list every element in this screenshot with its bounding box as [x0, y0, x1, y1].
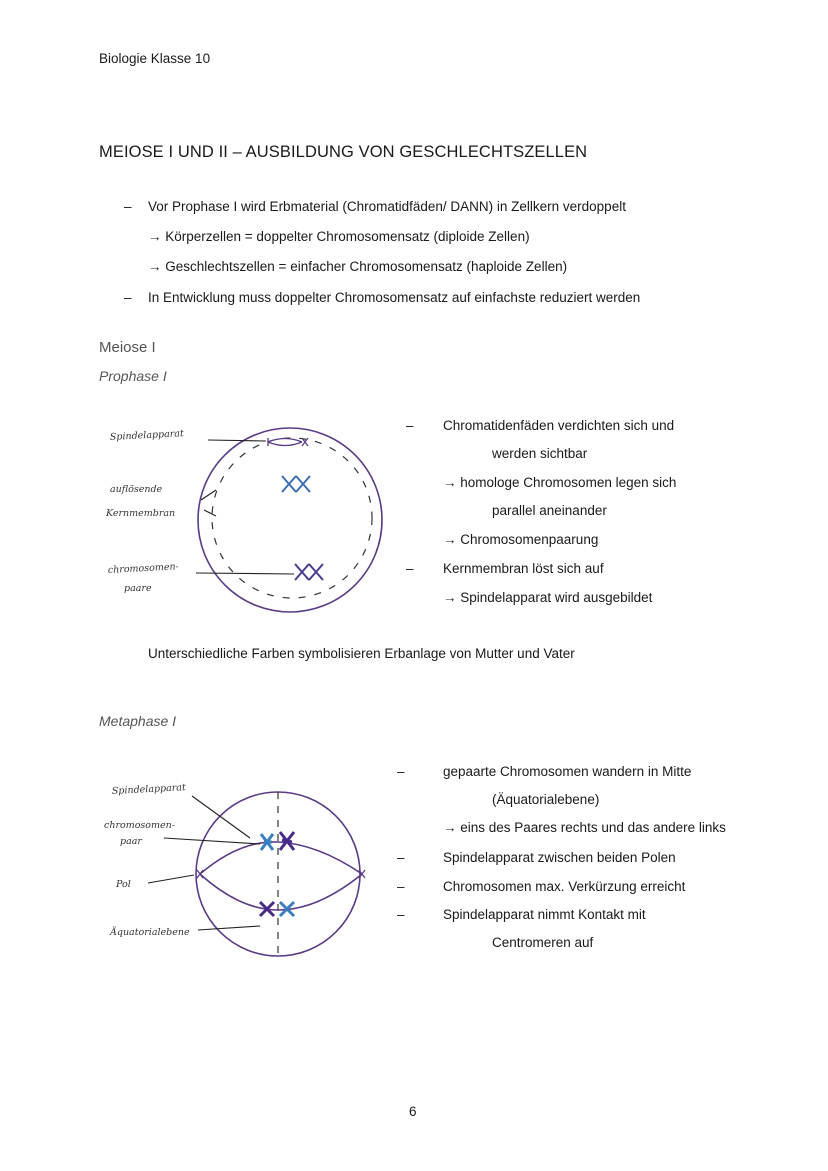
- metaphase-diagram: [100, 770, 390, 960]
- metaphase-note: Chromosomen max. Verkürzung erreicht: [443, 879, 686, 894]
- document-header: Biologie Klasse 10: [99, 51, 211, 66]
- intro-bullet-2: In Entwicklung muss doppelter Chromosomensatz auf einfachste reduziert werden: [148, 290, 641, 305]
- cell-membrane: [198, 428, 382, 612]
- bullet-dash: –: [397, 879, 405, 894]
- label-spindelapparat: Spindelapparat: [109, 428, 185, 443]
- label-chromosomen: chromosomen-: [104, 820, 175, 831]
- prophase-note: → homologe Chromosomen legen sich: [443, 475, 677, 490]
- label-pol: Pol: [116, 879, 131, 890]
- intro-arrow-2: → Geschlechtszellen = einfacher Chromosomensatz (haploide Zellen): [148, 259, 568, 274]
- label-spindelapparat: Spindelapparat: [111, 782, 187, 797]
- bullet-dash: –: [124, 290, 132, 305]
- page-number: 6: [409, 1104, 417, 1119]
- bullet-dash: –: [397, 850, 405, 865]
- prophase-note: Kernmembran löst sich auf: [443, 561, 604, 576]
- label-aequatorialebene: Äquatorialebene: [110, 927, 190, 938]
- prophase-note: werden sichtbar: [492, 446, 588, 461]
- intro-arrow-1: → Körperzellen = doppelter Chromosomensatz (diploide Zellen): [148, 229, 530, 244]
- chromosome-pair-lower-icon: [260, 902, 294, 916]
- leader-line: [208, 440, 266, 441]
- leader-line: [198, 926, 260, 930]
- bullet-dash: –: [397, 907, 405, 922]
- prophase-note: → Spindelapparat wird ausgebildet: [443, 590, 653, 605]
- metaphase-note: → eins des Paares rechts und das andere links: [443, 820, 726, 835]
- prophase-note: Chromatidenfäden verdichten sich und: [443, 418, 675, 433]
- prophase-diagram: [100, 410, 390, 610]
- bullet-dash: –: [397, 764, 405, 779]
- label-kernmembran: Kernmembran: [106, 508, 176, 519]
- prophase-note: parallel aneinander: [492, 503, 607, 518]
- bullet-dash: –: [406, 418, 414, 433]
- label-paar: paar: [120, 836, 142, 847]
- leader-line: [148, 875, 194, 883]
- prophase-note: → Chromosomenpaarung: [443, 532, 599, 547]
- chromosome-pair-purple-icon: [295, 564, 323, 580]
- label-paare: paare: [124, 583, 152, 594]
- metaphase-note: gepaarte Chromosomen wandern in Mitte: [443, 764, 692, 779]
- prophase-caption: Unterschiedliche Farben symbolisieren Erbanlage von Mutter und Vater: [148, 646, 575, 661]
- label-chromosomen: chromosomen-: [107, 561, 180, 576]
- leader-line: [204, 510, 216, 516]
- leader-line: [196, 573, 294, 574]
- section-heading-meiose-1: Meiose I: [99, 339, 156, 356]
- metaphase-note: Spindelapparat nimmt Kontakt mit: [443, 907, 646, 922]
- chromosome-pair-blue-icon: [282, 476, 310, 492]
- leader-line: [192, 796, 250, 838]
- label-aufloesende: auflösende: [110, 484, 163, 495]
- pole-left-icon: [197, 870, 203, 878]
- metaphase-note: (Äquatorialebene): [492, 792, 600, 807]
- intro-bullet-1: Vor Prophase I wird Erbmaterial (Chromatidfäden/ DANN) in Zellkern verdoppelt: [148, 199, 626, 214]
- metaphase-note: Centromeren auf: [492, 935, 594, 950]
- subheading-metaphase-1: Metaphase I: [99, 713, 177, 729]
- bullet-dash: –: [406, 561, 414, 576]
- leader-line: [164, 838, 260, 844]
- bullet-dash: –: [124, 199, 132, 214]
- subheading-prophase-1: Prophase I: [99, 368, 167, 384]
- page-title: MEIOSE I UND II – AUSBILDUNG VON GESCHLECHTSZELLEN: [99, 143, 588, 161]
- metaphase-note: Spindelapparat zwischen beiden Polen: [443, 850, 676, 865]
